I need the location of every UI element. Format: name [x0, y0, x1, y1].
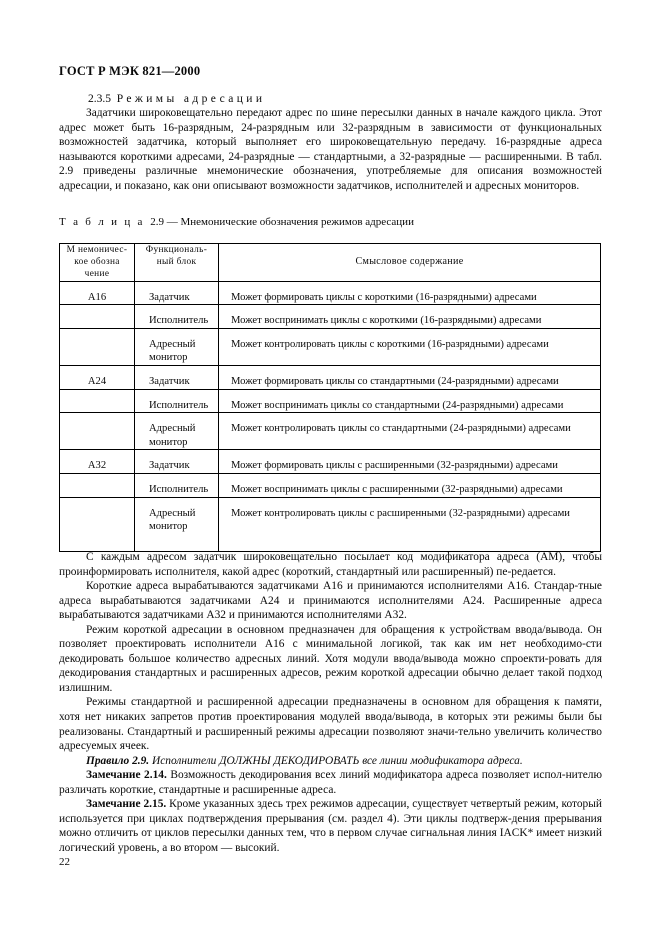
note-2-15-text: Кроме указанных здесь трех режимов адресации, существует четвертый режим, который используется при циклах подтверждения прерывания (см. раздел 4). Эти циклы подтверж-дения прерывания можно отличить от циклов пересылки данных тем, что в первом случае сигнальная линия IACK* имеет низкий логический уровень, а во втором — высокий. — [59, 798, 602, 854]
table-row — [60, 328, 601, 365]
lower-text-block — [59, 550, 602, 855]
mnemonic-table-wrapper — [59, 243, 600, 552]
table-row — [60, 305, 601, 329]
table-cell-mnemonic — [60, 305, 135, 329]
note-2-14 — [59, 768, 602, 797]
table-header-row — [60, 244, 601, 282]
table-cell-functional-block: Задатчик — [135, 450, 219, 474]
table-cell-functional-block: Адресный монитор — [135, 328, 219, 365]
table-header-block — [135, 244, 219, 282]
table-head — [60, 244, 601, 282]
intro-block — [59, 106, 602, 193]
page-number: 22 — [59, 856, 70, 868]
table-row — [60, 413, 601, 450]
table-header-mnemonic-line2: кое обозна — [74, 257, 120, 268]
rule-2-9 — [59, 754, 602, 769]
paragraph-am: С каждым адресом задатчик широковещательно посылает код модификатора адреса (АМ), чтобы проинформировать исполнителя, какой адрес (короткий, стандартный или расширенный) пе-редается. — [59, 551, 602, 578]
intro-paragraph: Задатчики широковещательно передают адрес по шине пересылки данных в начале каждого цикла. Этот адрес может быть 16-разрядным, 24-разрядным или 32-разрядным в зависимости от функциональных возможностей задатчика, который выполняет его широковещательную передачу. 16-разрядные адреса называются короткими адресами, 24-разрядные — стандартными, а 32-разрядные — расширенными. В табл. 2.9 приведены различные мнемонические обозначения, употребляемые для описания возможностей адресации, и показано, как они описывают возможности задатчиков, исполнителей и адресных мониторов. — [59, 107, 602, 192]
table-cell-mnemonic — [60, 389, 135, 413]
table-cell-functional-block: Исполнитель — [135, 389, 219, 413]
table-cell-meaning: Может контролировать циклы со стандартными (24-разрядными) адресами — [219, 413, 601, 450]
table-cell-mnemonic — [60, 473, 135, 497]
running-header: ГОСТ Р МЭК 821—2000 — [59, 64, 201, 78]
paragraph-standard-extended-mode: Режимы стандартной и расширенной адресации предназначены в основном для обращения к памяти, хотя нет никаких запретов против проектирования модулей ввода/вывода, в которых эти режимы были бы реализованы. Стандартный и расширенный режимы адресации позволяют значи-тельно увеличить количество адресуемых ячеек. — [59, 696, 602, 753]
table-cell-meaning: Может контролировать циклы с расширенными (32-разрядными) адресами — [219, 497, 601, 551]
table-cell-mnemonic — [60, 497, 135, 551]
table-caption-dash: — — [166, 216, 178, 228]
table-cell-meaning: Может воспринимать циклы с короткими (16-разрядными) адресами — [219, 305, 601, 329]
paragraph-short-address: Короткие адреса вырабатываются задатчиками А16 и принимаются исполнителями А16. Стандар-тные адреса вырабатываются задатчиками А24 и принимаются исполнителями А24. Расширенные адреса вырабатываются задатчиками А32 и принимаются исполнителями А32. — [59, 580, 602, 622]
section-title: Режимы адресации — [116, 93, 266, 105]
table-caption-title: Мнемонические обозначения режимов адресации — [180, 216, 414, 228]
table-cell-mnemonic: A24 — [60, 365, 135, 389]
note-2-14-text: Возможность декодирования всех линий модификатора адреса позволяет испол-нителю различать короткие, стандартные и расширенные адреса. — [59, 769, 602, 796]
table-cell-functional-block: Исполнитель — [135, 473, 219, 497]
table-cell-meaning: Может воспринимать циклы с расширенными (32-разрядными) адресами — [219, 473, 601, 497]
table-caption-number: 2.9 — [150, 216, 164, 228]
table-cell-meaning: Может формировать циклы с короткими (16-разрядными) адресами — [219, 281, 601, 305]
table-row — [60, 450, 601, 474]
table-header-block-line2: ный блок — [156, 257, 197, 268]
table-cell-mnemonic: A16 — [60, 281, 135, 305]
note-2-15 — [59, 797, 602, 855]
table-cell-meaning: Может воспринимать циклы со стандартными (24-разрядными) адресами — [219, 389, 601, 413]
table-header-mnemonic-line1: М немоничес- — [66, 245, 128, 255]
table-caption-label: Т а б л и ц а — [59, 216, 145, 228]
table-row — [60, 497, 601, 551]
section-heading — [88, 93, 265, 105]
mnemonic-table — [59, 243, 601, 552]
rule-2-9-label: Правило 2.9. — [86, 754, 150, 767]
table-header-mnemonic-line3: чение — [84, 269, 110, 280]
table-header-meaning: Смысловое содержание — [219, 244, 601, 282]
table-cell-mnemonic: A32 — [60, 450, 135, 474]
table-cell-functional-block: Адресный монитор — [135, 413, 219, 450]
paragraph-short-mode: Режим короткой адресации в основном предназначен для обращения к устройствам ввода/вывода. Он позволяет проектировать исполнители А16 с минимальной логикой, так как им нет необходимо-сти декодировать большое количество адресных линий. Хотя модули ввода/вывода можно спроекти-ровать для декодирования стандартных и расширенных адресов, режим короткой адресации обычно делает такой подход излишним. — [59, 623, 602, 694]
table-body — [60, 281, 601, 551]
table-header-mnemonic — [60, 244, 135, 282]
note-2-15-label: Замечание 2.15. — [86, 798, 167, 811]
table-cell-functional-block: Адресный монитор — [135, 497, 219, 551]
table-cell-meaning: Может формировать циклы с расширенными (32-разрядными) адресами — [219, 450, 601, 474]
table-cell-meaning: Может формировать циклы со стандартными (24-разрядными) адресами — [219, 365, 601, 389]
table-header-block-line1: Функциональ- — [145, 245, 208, 255]
table-cell-functional-block: Исполнитель — [135, 305, 219, 329]
section-number: 2.3.5 — [88, 93, 111, 105]
note-2-14-label: Замечание 2.14. — [86, 769, 167, 782]
table-row — [60, 473, 601, 497]
table-cell-meaning: Может контролировать циклы с короткими (16-разрядными) адресами — [219, 328, 601, 365]
table-row — [60, 281, 601, 305]
table-cell-mnemonic — [60, 413, 135, 450]
rule-2-9-text: Исполнители ДОЛЖНЫ ДЕКОДИРОВАТЬ все линии модификатора адреса. — [152, 754, 523, 767]
table-cell-mnemonic — [60, 328, 135, 365]
table-row — [60, 389, 601, 413]
table-cell-functional-block: Задатчик — [135, 365, 219, 389]
table-cell-functional-block: Задатчик — [135, 281, 219, 305]
table-row — [60, 365, 601, 389]
table-caption — [59, 216, 414, 228]
